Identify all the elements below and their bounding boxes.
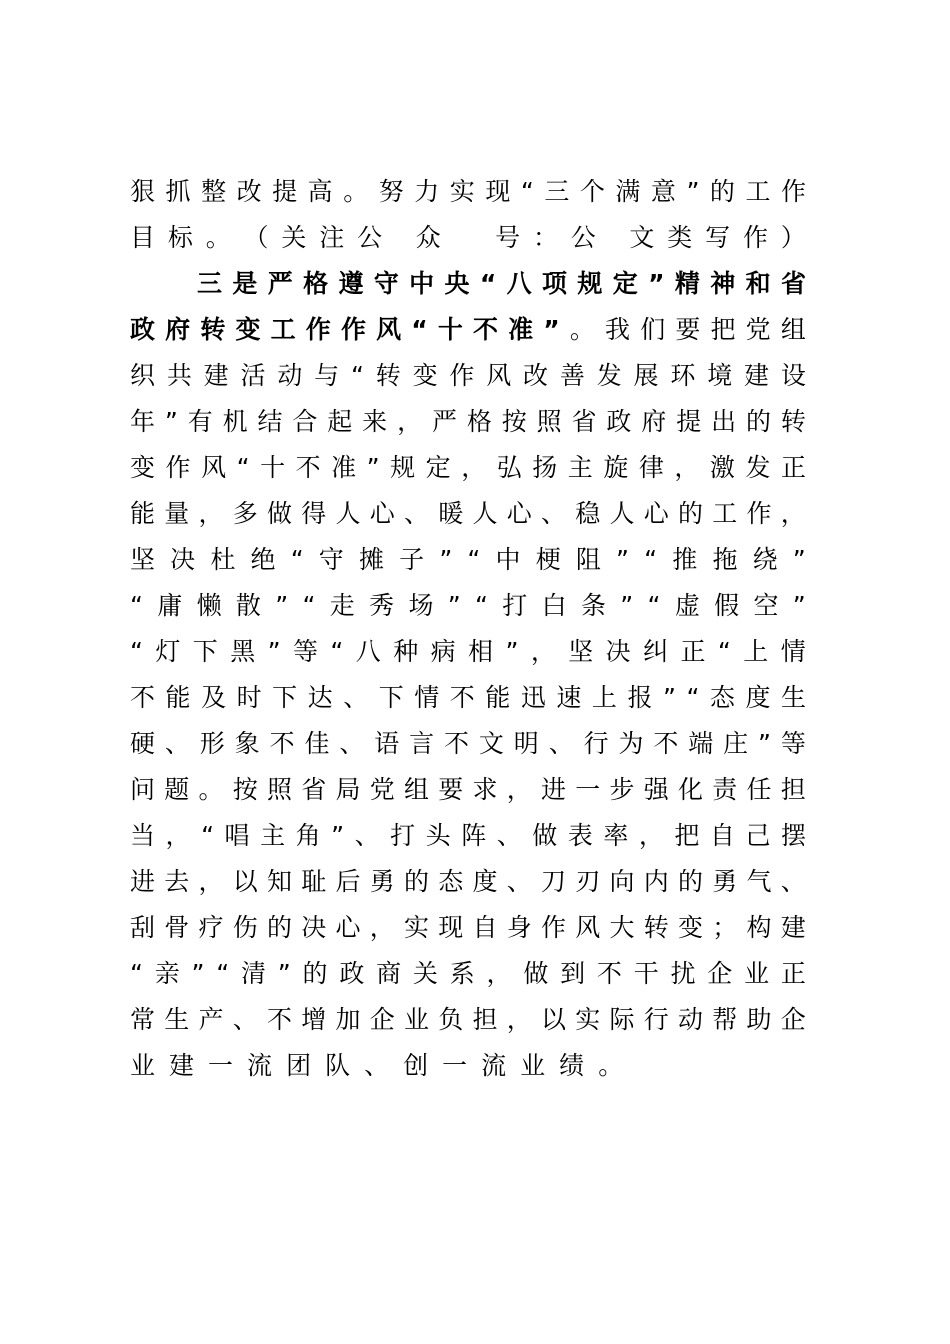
text-line: “ 庸 懒 散 ” “ 走 秀 场 ” “ 打 白 条 ” “ 虚 假 空 ” <box>130 591 806 620</box>
text-line: 狠 抓 整 改 提 高 。 努 力 实 现 “ 三 个 满 意 ” 的 工 作 <box>130 177 806 206</box>
text-line: 常 生 产 、 不 增 加 企 业 负 担 ， 以 实 际 行 动 帮 助 企 <box>130 1005 806 1034</box>
text-line: 当 ， “ 唱 主 角 ” 、 打 头 阵 、 做 表 率 ， 把 自 己 摆 <box>130 821 806 850</box>
text-line: 刮 骨 疗 伤 的 决 心 ， 实 现 自 身 作 风 大 转 变 ； 构 建 <box>130 913 806 942</box>
text-line: 不 能 及 时 下 达 、 下 情 不 能 迅 速 上 报 ” “ 态 度 生 <box>130 683 806 712</box>
text-line: 年 ” 有 机 结 合 起 来 ， 严 格 按 照 省 政 府 提 出 的 转 <box>130 407 806 436</box>
text-line: 业 建 一 流 团 队 、 创 一 流 业 绩 。 <box>130 1051 624 1080</box>
text-line: 三 是 严 格 遵 守 中 央 “ 八 项 规 定 ” 精 神 和 省 <box>197 269 806 298</box>
text-line: 硬 、 形 象 不 佳 、 语 言 不 文 明 、 行 为 不 端 庄 ” 等 <box>130 729 806 758</box>
text-line: “ 灯 下 黑 ” 等 “ 八 种 病 相 ” ， 坚 决 纠 正 “ 上 情 <box>130 637 806 666</box>
text-line: 政 府 转 变 工 作 作 风 “ 十 不 准 ” 。 我 们 要 把 党 组 <box>130 315 806 344</box>
text-line: 坚 决 杜 绝 “ 守 摊 子 ” “ 中 梗 阻 ” “ 推 拖 绕 ” <box>130 545 806 574</box>
text-line: 能 量 ， 多 做 得 人 心 、 暖 人 心 、 稳 人 心 的 工 作 ， <box>130 499 806 528</box>
document-body <box>130 169 806 1089</box>
text-line: 进 去 ， 以 知 耻 后 勇 的 态 度 、 刀 刃 向 内 的 勇 气 、 <box>130 867 806 896</box>
text-line: 目 标 。 （ 关 注 公 众 号 ： 公 文 类 写 作 ） <box>130 223 806 252</box>
text-line: 织 共 建 活 动 与 “ 转 变 作 风 改 善 发 展 环 境 建 设 <box>130 361 806 390</box>
text-line: “ 亲 ” “ 清 ” 的 政 商 关 系 ， 做 到 不 干 扰 企 业 正 <box>130 959 806 988</box>
text-line: 问 题 。 按 照 省 局 党 组 要 求 ， 进 一 步 强 化 责 任 担 <box>130 775 806 804</box>
text-line: 变 作 风 “ 十 不 准 ” 规 定 ， 弘 扬 主 旋 律 ， 激 发 正 <box>130 453 806 482</box>
